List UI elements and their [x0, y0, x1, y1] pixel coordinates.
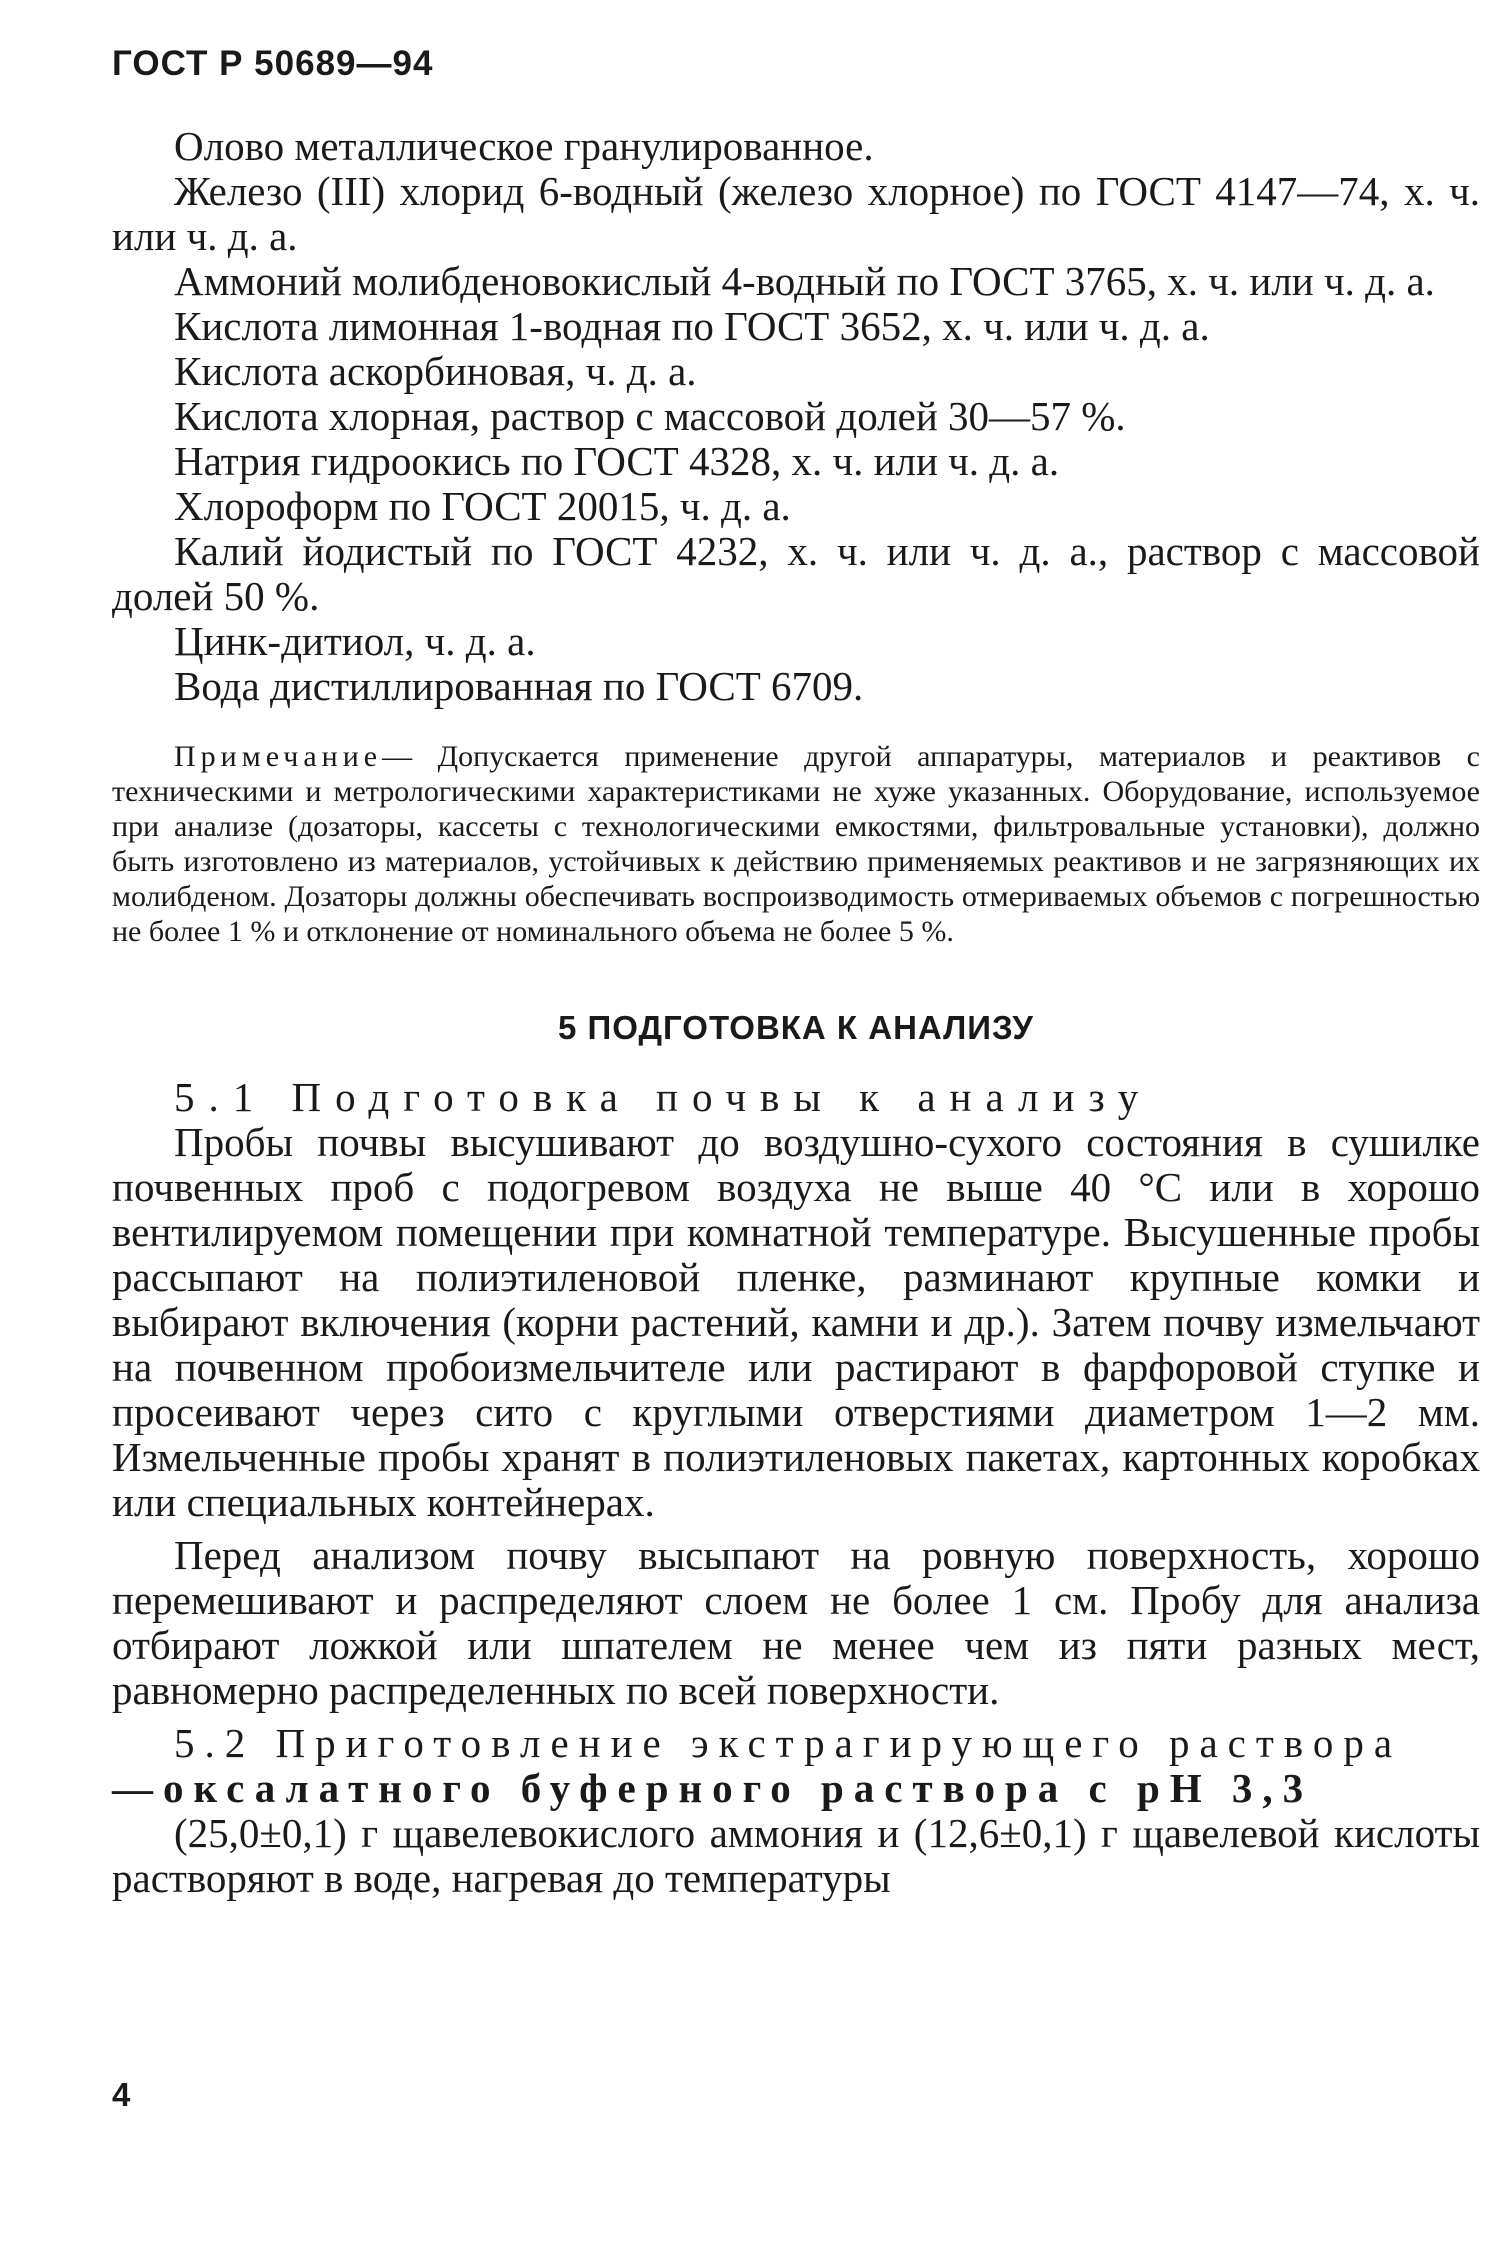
note-paragraph: [112, 739, 1480, 949]
subsection-number: 5.2: [174, 1720, 256, 1766]
subsection-number: 5.1: [174, 1074, 268, 1120]
reagent-item: Олово металлическое гранулированное.: [174, 123, 874, 169]
subsection-title-part2: —оксалатного буферного раствора с рН 3,3: [112, 1765, 1314, 1811]
subsection-heading-5-1: [112, 1075, 1480, 1120]
page-content: [112, 124, 1480, 1901]
reagent-item: Вода дистиллированная по ГОСТ 6709.: [174, 663, 864, 709]
note-label: Примечание: [174, 740, 383, 773]
page-header: ГОСТ Р 50689—94: [112, 44, 434, 83]
body-paragraph: Перед анализом почву высыпают на ровную поверхность, хорошо перемешивают и распределяют слоем не более 1 см. Пробу для анализа отбирают ложкой или шпателем не менее чем из пяти разных мест, равномерно распределенных по всей поверхности.: [112, 1532, 1480, 1713]
page-number: 4: [112, 2076, 131, 2113]
subsection-heading-5-2: [112, 1721, 1480, 1766]
reagent-item: Хлороформ по ГОСТ 20015, ч. д. а.: [174, 483, 791, 529]
reagent-item: Калий йодистый по ГОСТ 4232, х. ч. или ч. д. а., раствор с массовой долей 50 %.: [112, 528, 1480, 619]
reagent-item: Цинк-дитиол, ч. д. а.: [174, 618, 536, 664]
subsection-title-part1: Приготовление экстрагирующего раствора: [275, 1720, 1403, 1766]
reagent-item: Аммоний молибденовокислый 4-водный по ГОСТ 3765, х. ч. или ч. д. а.: [174, 258, 1435, 304]
reagent-item: Натрия гидроокись по ГОСТ 4328, х. ч. или ч. д. а.: [174, 438, 1060, 484]
section-heading: 5 ПОДГОТОВКА К АНАЛИЗУ: [558, 1009, 1034, 1046]
note-text: — Допускается применение другой аппаратуры, материалов и реактивов с техническими и метрологическими характеристиками не хуже указанных. Оборудование, используемое при анализе (дозаторы, кассеты с технологическими емкостями, фильтровальные установки), должно быть изготовлено из материалов, устойчивых к действию применяемых реактивов и не загрязняющих их молибденом. Дозаторы должны обеспечивать воспроизводимость отмериваемых объемов с погрешностью не более 1 % и отклонение от номинального объема не более 5 %.: [112, 740, 1480, 948]
subsection-title: Подготовка почвы к анализу: [291, 1074, 1153, 1120]
body-paragraph: Пробы почвы высушивают до воздушно-сухого состояния в сушилке почвенных проб с подогревом воздуха не выше 40 °С или в хорошо вентилируемом помещении при комнатной температуре. Высушенные пробы рассыпают на полиэтиленовой пленке, разминают крупные комки и выбирают включения (корни растений, камни и др.). Затем почву измельчают на почвенном пробоизмельчителе или растирают в фарфоровой ступке и просеивают через сито с круглыми отверстиями диаметром 1—2 мм. Измельченные пробы хранят в полиэтиленовых пакетах, картонных коробках или специальных контейнерах.: [112, 1119, 1480, 1525]
reagent-item: Кислота аскорбиновая, ч. д. а.: [174, 348, 697, 394]
reagent-item: Железо (III) хлорид 6-водный (железо хлорное) по ГОСТ 4147—74, х. ч. или ч. д. а.: [112, 168, 1480, 259]
reagent-item: Кислота лимонная 1-водная по ГОСТ 3652, х. ч. или ч. д. а.: [174, 303, 1210, 349]
subsection-heading-5-2-cont: [112, 1766, 1480, 1811]
body-paragraph: (25,0±0,1) г щавелевокислого аммония и (12,6±0,1) г щавелевой кислоты растворяют в воде, нагревая до температуры: [112, 1810, 1480, 1901]
reagent-item: Кислота хлорная, раствор с массовой долей 30—57 %.: [174, 393, 1126, 439]
